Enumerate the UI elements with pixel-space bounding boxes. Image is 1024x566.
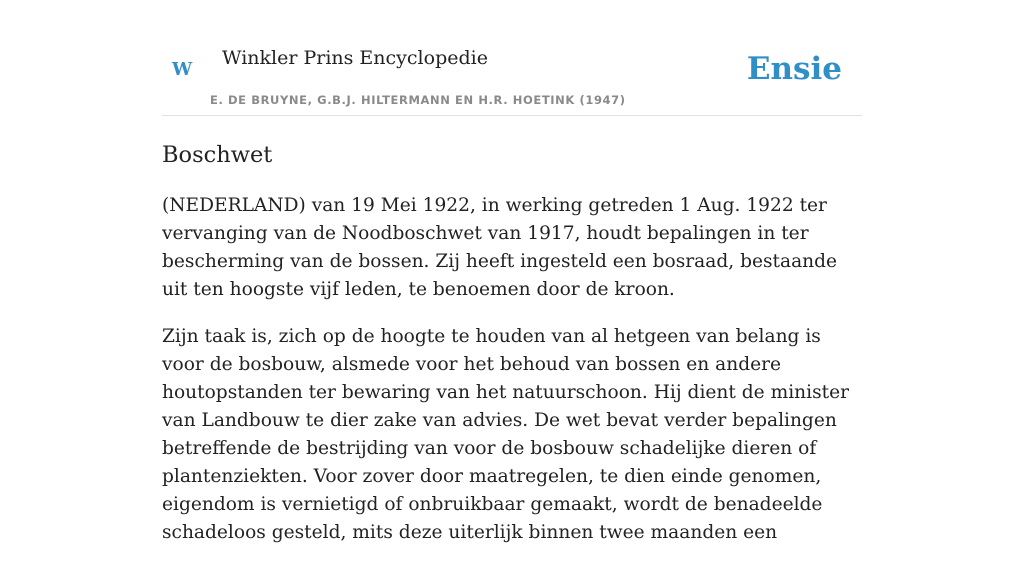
- source-logo[interactable]: w: [172, 52, 193, 82]
- article-title: Boschwet: [162, 142, 273, 168]
- source-authors: E. DE BRUYNE, G.B.J. HILTERMANN EN H.R. HOETINK (1947): [210, 93, 626, 107]
- source-title[interactable]: Winkler Prins Encyclopedie: [222, 47, 488, 69]
- article-paragraph: (NEDERLAND) van 19 Mei 1922, in werking getreden 1 Aug. 1922 ter vervanging van de Noodboschwet van 1917, houdt bepalingen in ter bescherming van de bossen. Zij heeft ingesteld een bosraad, bestaande uit ten hoogste vijf leden, te benoemen door de kroon.: [162, 195, 838, 300]
- site-header: [162, 40, 862, 116]
- brand-logo[interactable]: Ensie: [746, 51, 842, 87]
- article-paragraph: Zijn taak is, zich op de hoogte te houden van al hetgeen van belang is voor de bosbouw, alsmede voor het behoud van bossen en andere houtopstanden ter bewaring van het natuurschoon. Hij dient de minister van Landbouw te dier zake van advies. De wet bevat verder bepalingen betreffende de bestrijding van voor de bosbouw schadelijke dieren of plantenziekten. Voor zover door maatregelen, te dien einde genomen, eigendom is vernietigd of onbruikbaar gemaakt, wordt de benadeelde schadeloos gesteld, mits deze uiterlijk binnen twee maanden een: [162, 326, 849, 543]
- article-body: [162, 192, 862, 566]
